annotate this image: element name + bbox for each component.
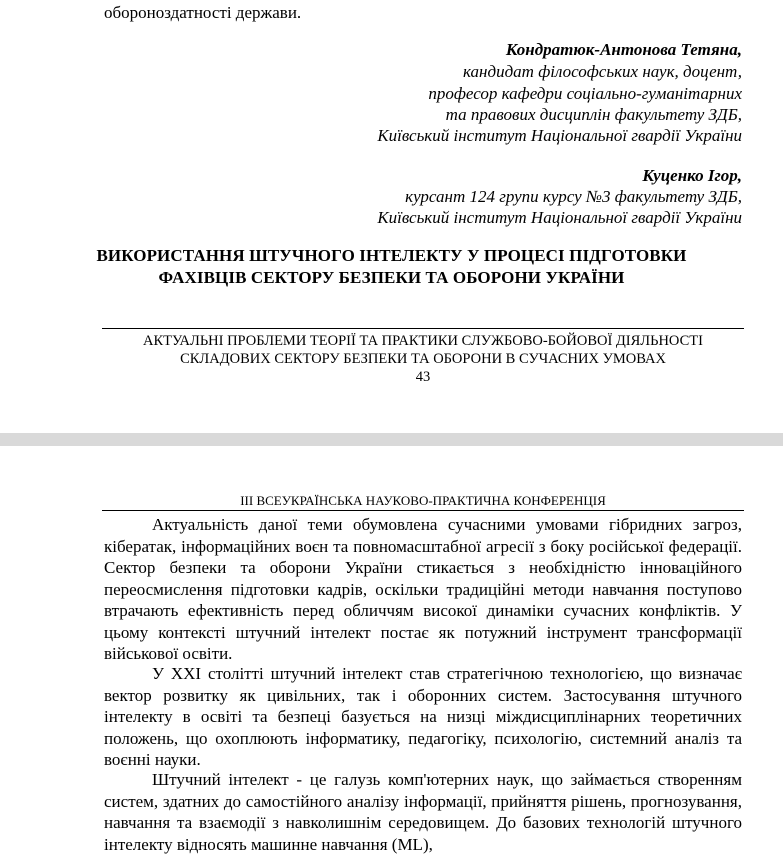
previous-text-fragment: обороноздатності держави. bbox=[104, 3, 302, 22]
author-affiliation-line: Київський інститут Національної гвардії України bbox=[377, 208, 742, 227]
running-header: ІІІ ВСЕУКРАЇНСЬКА НАУКОВО-ПРАКТИЧНА КОНФЕРЕНЦІЯ bbox=[240, 493, 606, 508]
author-affiliation-line: професор кафедри соціально-гуманітарних bbox=[428, 84, 742, 103]
document-page-44 bbox=[0, 446, 783, 861]
body-paragraph: Штучний інтелект - це галузь комп'ютерних наук, що займається створенням систем, здатних до самостійного аналізу інформації, прийняття рішень, прогнозування, навчання та взаємодії з навколишнім середовищем. До базових технологій штучного інтелекту відносять машинне навчання (ML), bbox=[104, 770, 742, 854]
running-footer-line: СКЛАДОВИХ СЕКТОРУ БЕЗПЕКИ ТА ОБОРОНИ В СУЧАСНИХ УМОВАХ bbox=[180, 351, 666, 367]
author-affiliation-line: Київський інститут Національної гвардії України bbox=[377, 126, 742, 145]
header-rule bbox=[102, 510, 744, 511]
author-affiliation-line: кандидат філософських наук, доцент, bbox=[463, 62, 742, 81]
article-title-line: ФАХІВЦІВ СЕКТОРУ БЕЗПЕКИ ТА ОБОРОНИ УКРАЇНИ bbox=[158, 268, 625, 287]
author-name: Куценко Ігор, bbox=[642, 166, 742, 185]
author-affiliation-line: та правових дисциплін факультету ЗДБ, bbox=[445, 105, 742, 124]
article-title-line: ВИКОРИСТАННЯ ШТУЧНОГО ІНТЕЛЕКТУ У ПРОЦЕСІ ПІДГОТОВКИ bbox=[96, 246, 687, 265]
author-affiliation-line: курсант 124 групи курсу №3 факультету ЗДБ, bbox=[405, 187, 742, 206]
author-name: Кондратюк-Антонова Тетяна, bbox=[505, 40, 742, 59]
running-footer-line: АКТУАЛЬНІ ПРОБЛЕМИ ТЕОРІЇ ТА ПРАКТИКИ СЛУЖБОВО-БОЙОВОЇ ДІЯЛЬНОСТІ bbox=[143, 333, 703, 349]
body-paragraph: У XXI столітті штучний інтелект став стратегічною технологією, що визначає вектор розвитку як цивільних, так і оборонних систем. Застосування штучного інтелекту в освіті та безпеці базується на низці міждисциплінарних теоретичних положень, що охоплюють інформатику, педагогіку, психологію, системний аналіз та воєнні науки. bbox=[104, 664, 742, 769]
page-number: 43 bbox=[415, 369, 431, 385]
body-paragraph: Актуальність даної теми обумовлена сучасними умовами гібридних загроз, кібератак, інформаційних воєн та повномасштабної агресії з боку російської федерації. Сектор безпеки та оборони України стикається з необхідністю інноваційного переосмислення підготовки кадрів, оскільки традиційні методи навчання поступово втрачають ефективність перед обличчям високої динаміки сучасних конфліктів. У цьому контексті штучний інтелект постає як потужний інструмент трансформації військової освіти. bbox=[104, 515, 742, 663]
footer-rule bbox=[102, 328, 744, 329]
page-separator bbox=[0, 433, 783, 446]
